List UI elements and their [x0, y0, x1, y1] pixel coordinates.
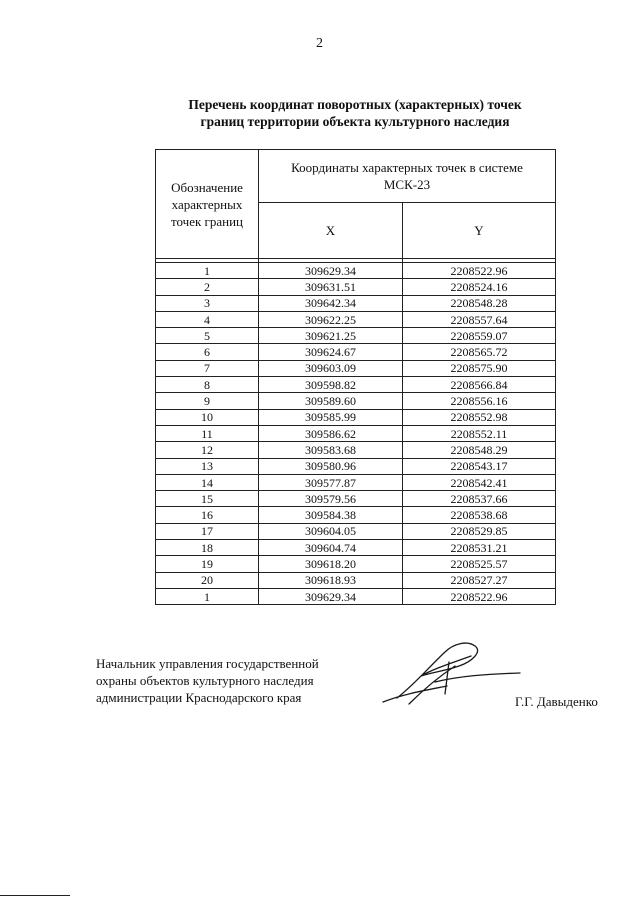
coord-x-cell: 309585.99	[259, 409, 403, 425]
table-row	[156, 491, 556, 507]
coord-y-cell: 2208524.16	[403, 279, 556, 295]
coordinates-table	[155, 149, 556, 605]
point-number-cell: 1	[156, 263, 259, 279]
table-row	[156, 540, 556, 556]
table-row	[156, 328, 556, 344]
coord-y-cell: 2208525.57	[403, 556, 556, 572]
header-designation-line-1: Обозначение	[171, 179, 243, 195]
point-number-cell: 20	[156, 572, 259, 588]
header-x: X	[259, 203, 403, 259]
header-system-line-2: МСК-23	[383, 177, 431, 193]
point-number-cell: 8	[156, 377, 259, 393]
coord-x-cell: 309622.25	[259, 311, 403, 327]
coord-y-cell: 2208531.21	[403, 540, 556, 556]
coord-x-cell: 309624.67	[259, 344, 403, 360]
title-line-1: Перечень координат поворотных (характерных) точек	[188, 97, 522, 112]
coord-y-cell: 2208548.29	[403, 442, 556, 458]
coord-y-cell: 2208527.27	[403, 572, 556, 588]
position-line-1: Начальник управления государственной	[96, 656, 319, 671]
table-row	[156, 507, 556, 523]
point-number-cell: 17	[156, 523, 259, 539]
footer-divider	[0, 895, 70, 896]
table-row	[156, 377, 556, 393]
page-number: 2	[316, 36, 323, 51]
coord-x-cell: 309642.34	[259, 295, 403, 311]
coord-y-cell: 2208543.17	[403, 458, 556, 474]
coord-x-cell: 309629.34	[259, 588, 403, 604]
table-row	[156, 295, 556, 311]
table-row	[156, 442, 556, 458]
table-row	[156, 360, 556, 376]
point-number-cell: 12	[156, 442, 259, 458]
coord-y-cell: 2208566.84	[403, 377, 556, 393]
coord-y-cell: 2208575.90	[403, 360, 556, 376]
coordinates-table-body	[156, 263, 556, 605]
coord-x-cell: 309629.34	[259, 263, 403, 279]
coord-x-cell: 309589.60	[259, 393, 403, 409]
table-row	[156, 263, 556, 279]
point-number-cell: 19	[156, 556, 259, 572]
table-row	[156, 279, 556, 295]
table-row	[156, 588, 556, 604]
point-number-cell: 16	[156, 507, 259, 523]
point-number-cell: 15	[156, 491, 259, 507]
point-number-cell: 3	[156, 295, 259, 311]
table-row	[156, 344, 556, 360]
point-number-cell: 2	[156, 279, 259, 295]
coord-x-cell: 309583.68	[259, 442, 403, 458]
coord-x-cell: 309580.96	[259, 458, 403, 474]
coord-x-cell: 309618.93	[259, 572, 403, 588]
coord-x-cell: 309577.87	[259, 474, 403, 490]
coord-x-cell: 309584.38	[259, 507, 403, 523]
coord-y-cell: 2208552.98	[403, 409, 556, 425]
point-number-cell: 1	[156, 588, 259, 604]
point-number-cell: 6	[156, 344, 259, 360]
coord-x-cell: 309604.74	[259, 540, 403, 556]
coord-y-cell: 2208522.96	[403, 263, 556, 279]
coord-y-cell: 2208537.66	[403, 491, 556, 507]
position-line-2: охраны объектов культурного наследия	[96, 673, 314, 688]
coord-y-cell: 2208542.41	[403, 474, 556, 490]
coord-x-cell: 309631.51	[259, 279, 403, 295]
header-designation-line-2: характерных	[171, 196, 243, 212]
table-row	[156, 409, 556, 425]
point-number-cell: 14	[156, 474, 259, 490]
position-line-3: администрации Краснодарского края	[96, 690, 302, 705]
coord-y-cell: 2208522.96	[403, 588, 556, 604]
signatory-name: Г.Г. Давыденко	[515, 694, 598, 709]
point-number-cell: 11	[156, 425, 259, 441]
table-row	[156, 393, 556, 409]
point-number-cell: 9	[156, 393, 259, 409]
table-row	[156, 425, 556, 441]
coord-y-cell: 2208559.07	[403, 328, 556, 344]
header-designation-line-3: точек границ	[170, 213, 244, 229]
point-number-cell: 18	[156, 540, 259, 556]
coord-y-cell: 2208538.68	[403, 507, 556, 523]
table-row	[156, 458, 556, 474]
coord-y-cell: 2208556.16	[403, 393, 556, 409]
point-number-cell: 4	[156, 311, 259, 327]
handwritten-signature	[375, 632, 525, 712]
coord-y-cell: 2208557.64	[403, 311, 556, 327]
point-number-cell: 7	[156, 360, 259, 376]
header-y: Y	[403, 203, 556, 259]
coord-x-cell: 309586.62	[259, 425, 403, 441]
point-number-cell: 10	[156, 409, 259, 425]
header-designation	[156, 150, 259, 259]
table-row	[156, 556, 556, 572]
title-line-2: границ территории объекта культурного наследия	[200, 114, 510, 129]
document-title	[150, 96, 560, 130]
header-system-line-1: Координаты характерных точек в системе	[291, 160, 523, 176]
coord-x-cell: 309604.05	[259, 523, 403, 539]
header-coordinate-system	[259, 150, 556, 203]
coord-x-cell: 309618.20	[259, 556, 403, 572]
point-number-cell: 5	[156, 328, 259, 344]
table-row	[156, 572, 556, 588]
coord-x-cell: 309598.82	[259, 377, 403, 393]
point-number-cell: 13	[156, 458, 259, 474]
coord-y-cell: 2208552.11	[403, 425, 556, 441]
signatory-position	[96, 655, 376, 706]
coord-y-cell: 2208548.28	[403, 295, 556, 311]
table-row	[156, 474, 556, 490]
coord-y-cell: 2208529.85	[403, 523, 556, 539]
coord-y-cell: 2208565.72	[403, 344, 556, 360]
table-row	[156, 523, 556, 539]
coord-x-cell: 309621.25	[259, 328, 403, 344]
table-row	[156, 311, 556, 327]
coord-x-cell: 309579.56	[259, 491, 403, 507]
coord-x-cell: 309603.09	[259, 360, 403, 376]
